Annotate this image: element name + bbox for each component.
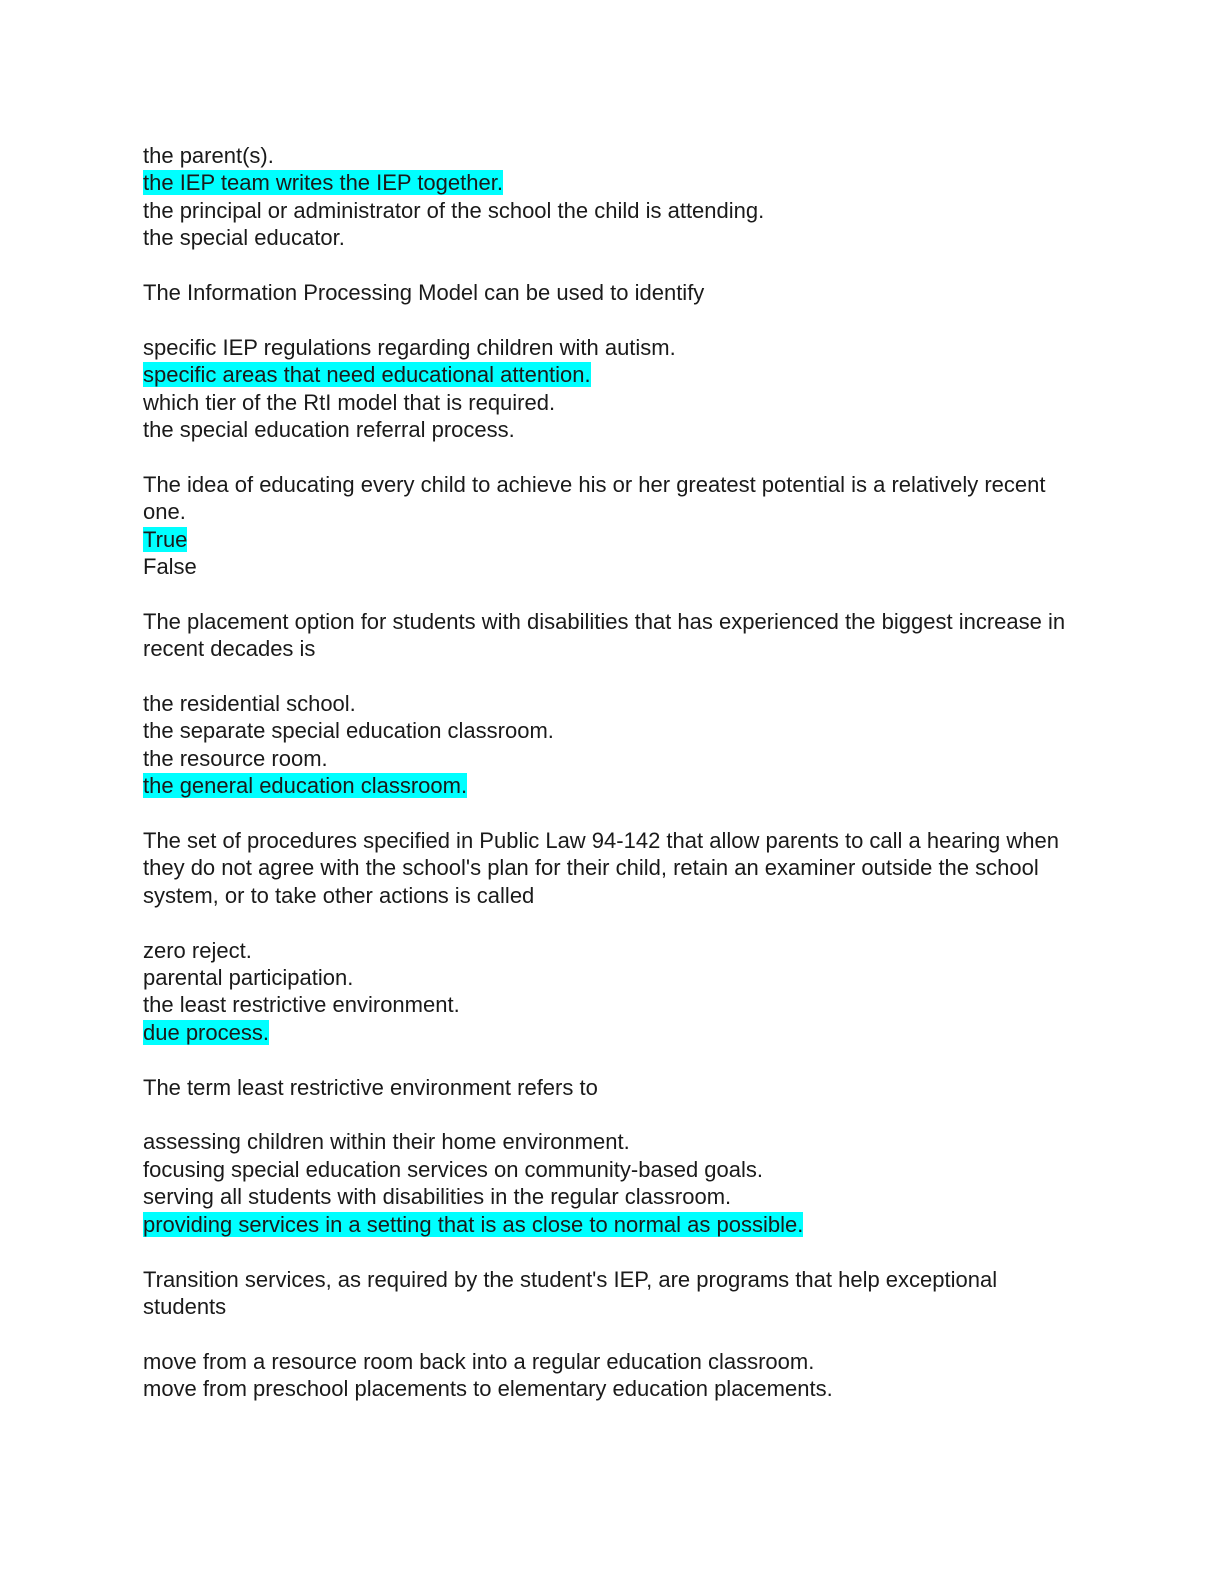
document-page: [143, 142, 1083, 1403]
blank-line: [143, 443, 1083, 470]
answer-option-label: zero reject.: [143, 937, 252, 963]
answer-option-highlighted: [143, 1211, 1083, 1238]
answer-option-label: serving all students with disabilities in the regular classroom.: [143, 1184, 732, 1210]
answer-option: [143, 964, 1083, 991]
blank-line: [143, 1238, 1083, 1265]
answer-option: [143, 553, 1083, 580]
question-text: The set of procedures specified in Public Law 94-142 that allow parents to call a hearing when they do not agree with the school's plan for their child, retain an examiner outside the school system, or to take other actions is called: [143, 828, 1066, 908]
answer-option-label: the residential school.: [143, 691, 356, 717]
blank-line: [143, 580, 1083, 607]
answer-option-label: the principal or administrator of the school the child is attending.: [143, 197, 765, 223]
answer-option: [143, 745, 1083, 772]
answer-option-label: assessing children within their home environment.: [143, 1129, 630, 1155]
answer-option-label: the special education referral process.: [143, 417, 515, 443]
answer-option: [143, 142, 1083, 169]
answer-option: [143, 690, 1083, 717]
answer-option-label: specific areas that need educational attention.: [143, 362, 591, 388]
answer-option: [143, 1348, 1083, 1375]
answer-option-label: move from preschool placements to elementary education placements.: [143, 1376, 833, 1402]
blank-line: [143, 663, 1083, 690]
blank-line: [143, 909, 1083, 936]
answer-option-label: the separate special education classroom.: [143, 718, 554, 744]
answer-option-label: the parent(s).: [143, 143, 274, 168]
question-text: The term least restrictive environment refers to: [143, 1074, 598, 1100]
answer-option: [143, 1128, 1083, 1155]
answer-option: [143, 1183, 1083, 1210]
blank-line: [143, 1046, 1083, 1073]
answer-option-label: parental participation.: [143, 965, 354, 991]
blank-line: [143, 800, 1083, 827]
answer-option-label: False: [143, 554, 197, 580]
answer-option-highlighted: [143, 1019, 1083, 1046]
answer-option: [143, 389, 1083, 416]
question-text: The Information Processing Model can be used to identify: [143, 280, 705, 306]
answer-option-label: which tier of the RtI model that is required.: [143, 389, 556, 415]
answer-option-label: due process.: [143, 1019, 269, 1045]
answer-option-label: specific IEP regulations regarding children with autism.: [143, 334, 676, 360]
question-text: The idea of educating every child to achieve his or her greatest potential is a relatively recent one.: [143, 471, 1052, 525]
question-text: The placement option for students with disabilities that has experienced the biggest increase in recent decades is: [143, 608, 1072, 662]
answer-option-label: providing services in a setting that is as close to normal as possible.: [143, 1211, 804, 1237]
answer-option-label: the least restrictive environment.: [143, 992, 460, 1018]
answer-option-label: the IEP team writes the IEP together.: [143, 170, 503, 196]
answer-option-label: the resource room.: [143, 745, 328, 771]
answer-option-highlighted: [143, 169, 1083, 196]
answer-option: [143, 991, 1083, 1018]
question-text: Transition services, as required by the student's IEP, are programs that help exceptional students: [143, 1266, 1004, 1319]
answer-option: [143, 197, 1083, 224]
answer-option: [143, 1375, 1083, 1402]
answer-option-highlighted: [143, 361, 1083, 388]
answer-option-label: True: [143, 526, 188, 552]
answer-option-label: move from a resource room back into a regular education classroom.: [143, 1348, 815, 1374]
answer-option: [143, 937, 1083, 964]
answer-option-label: focusing special education services on community-based goals.: [143, 1156, 763, 1182]
blank-line: [143, 252, 1083, 279]
blank-line: [143, 1101, 1083, 1128]
answer-option-highlighted: [143, 772, 1083, 799]
answer-option: [143, 1156, 1083, 1183]
answer-option-highlighted: [143, 526, 1083, 553]
answer-option: [143, 224, 1083, 251]
answer-option: [143, 416, 1083, 443]
answer-option: [143, 334, 1083, 361]
blank-line: [143, 1320, 1083, 1347]
blank-line: [143, 306, 1083, 333]
answer-option: [143, 717, 1083, 744]
answer-option-label: the special educator.: [143, 225, 345, 251]
answer-option-label: the general education classroom.: [143, 773, 468, 799]
